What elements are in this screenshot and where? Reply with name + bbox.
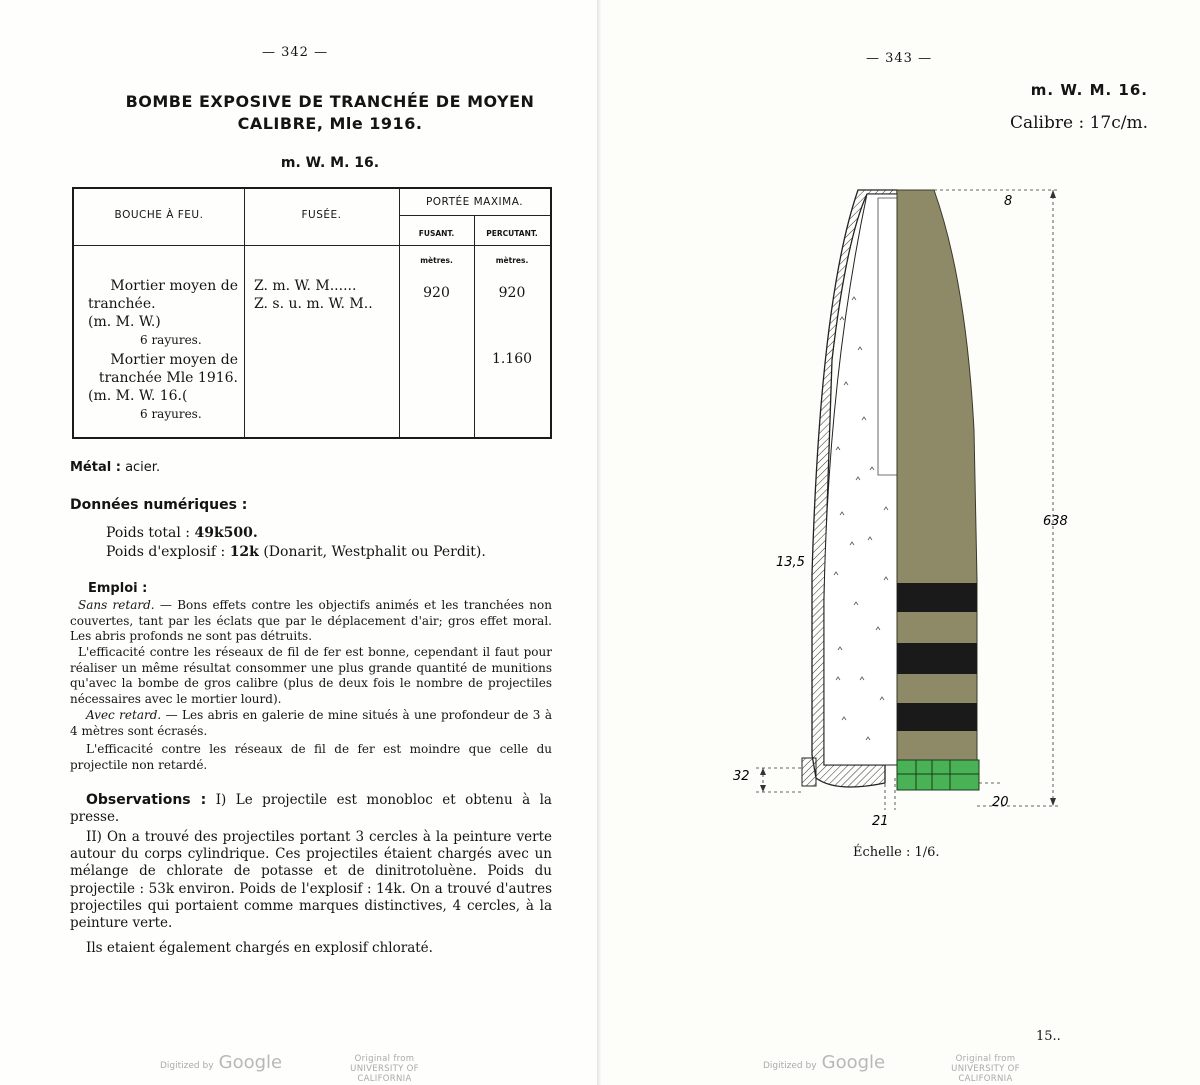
table-cell-line: Mortier moyen de [110,352,238,368]
observations-paragraph-3: Ils etaient également chargés en explosif chloraté. [86,940,433,956]
dim-base-height-label: 32 [733,769,750,784]
poids-explosif-value: 12k [229,544,259,560]
calibre-label: Calibre : 17c/m. [1009,113,1148,133]
table-divider [244,189,245,437]
column-header-bouche: BOUCHE À FEU. [114,209,204,221]
fuze-cavity [878,198,897,475]
page-number-left: — 342 — [262,45,329,60]
table-cell-line: tranchée Mle 1916. [98,370,238,386]
document-title-line1: BOMBE EXPOSIVE DE TRANCHÉE DE MOYEN [125,92,535,111]
column-header-portee: PORTÉE MAXIMA. [425,196,524,208]
table-cell-line: tranchée. [88,296,156,312]
dim-band-label: 20 [992,795,1009,810]
dim-base-label: 21 [872,814,889,829]
table-row-1-fusant: 920 [423,285,450,301]
left-page [0,0,598,1085]
dim-length-label: 638 [1043,514,1068,529]
metal-label: Métal : [70,460,121,475]
table-subheader-rule [399,215,550,216]
table-cell-line: Z. m. W. M...... [254,278,357,294]
dim-wall-label: 13,5 [776,555,805,570]
google-watermark-left [160,1052,282,1073]
original-from-text: Original from [354,1054,415,1064]
table-row-1-bouche [88,277,238,349]
digitized-by-text: Digitized by [763,1061,817,1071]
shell-exterior-half [897,190,977,790]
table-cell-line: 6 rayures. [140,407,202,421]
google-watermark-right [763,1052,885,1073]
table-cell-line: Z. s. u. m. W. M.. [254,296,373,312]
signature-mark: 15.. [1036,1029,1061,1044]
digitized-by-text: Digitized by [160,1061,214,1071]
table-cell-line: (m. M. W. 16.( [88,388,188,404]
university-text: UNIVERSITY OF CALIFORNIA [951,1064,1020,1084]
google-logo-text: Google [218,1052,283,1073]
university-text: UNIVERSITY OF CALIFORNIA [350,1064,419,1084]
metal-line [70,459,160,477]
sans-retard-label: Sans retard. [78,598,155,612]
dark-band-2 [897,643,977,674]
dark-band-1 [897,583,977,612]
table-row-2-percutant: 1.160 [491,351,533,367]
table-cell-line: Mortier moyen de [110,278,238,294]
poids-total-value: 49k500. [194,525,258,541]
poids-total-label: Poids total : [106,525,191,541]
sans-retard-paragraph [70,598,552,645]
observations-heading: Observations : [86,792,207,808]
original-from-right [923,1054,1048,1084]
table-row-1-fusee [254,277,399,313]
table-cell-line: 6 rayures. [140,333,202,347]
table-row-1-percutant: 920 [498,285,526,301]
unit-percutant: mètres. [495,256,529,265]
page-number-right: — 343 — [866,51,933,66]
google-logo-text: Google [821,1052,886,1073]
avec-retard-text: — Les abris en galerie de mine situés à une profondeur de 3 à 4 mètres sont écrasés. [70,708,552,738]
poids-explosif-line [106,544,486,562]
poids-explosif-note: (Donarit, Westphalit ou Perdit). [263,544,486,560]
poids-total-line [106,525,258,543]
poids-explosif-label: Poids d'explosif : [106,544,226,560]
right-title: m. W. M. 16. [1030,81,1148,99]
shell-drawing [733,180,1100,840]
table-divider [399,189,400,437]
observations-paragraph-2: II) On a trouvé des projectiles portant 3 cercles à la peinture verte autour du corps cylindrique. Ces projectiles étaient chargés avec un mélange de chlorate de potasse et de dinitrotoluène. Poids du projectile : 53k environ. Poids de l'explosif : 14k. On a trouvé d'autres projectiles qui portaient comme marques distinctives, 4 cercles, à la peinture verte. [70,829,552,932]
column-header-percutant: PERCUTANT. [486,229,538,238]
original-from-left [322,1054,447,1084]
emploi-heading: Emploi : [88,581,148,596]
shell-base-block [802,758,816,786]
dim-top-label: 8 [1004,194,1013,209]
sans-retard-text: — Bons effets contre les objectifs animés et les tranchées non couvertes, tant par les éclats que par le déplacement d'air; gros effet moral. Les abris profonds ne sont pas détruits. [70,598,552,643]
original-from-text: Original from [955,1054,1016,1064]
document-title-line2: CALIBRE, Mle 1916. [237,114,423,133]
avec-retard-label: Avec retard. [86,708,162,722]
table-cell-line: (m. M. W.) [88,314,161,330]
table-header-rule [74,245,550,246]
donnees-heading: Données numériques : [70,497,248,513]
table-divider [474,215,475,437]
document-subtitle: m. W. M. 16. [280,155,380,171]
observations-1-text: I) Le projectile est monobloc et obtenu à la presse. [70,792,552,825]
dark-band-3 [897,703,977,731]
avec-retard-paragraph [70,708,552,739]
scale-label: Échelle : 1/6. [853,845,940,860]
observations-paragraph-1 [70,792,552,826]
unit-fusant: mètres. [420,256,453,265]
column-header-fusant: FUSANT. [418,229,455,238]
range-table [72,187,552,439]
efficacite2-paragraph: L'efficacité contre les réseaux de fil de fer est moindre que celle du projectile non retardé. [70,742,552,772]
column-header-fusee: FUSÉE. [301,209,342,221]
table-row-2-bouche [88,351,238,423]
green-driving-band [897,760,979,790]
metal-value: acier. [125,460,161,475]
efficacite-paragraph: L'efficacité contre les réseaux de fil de fer est bonne, cependant il faut pour réaliser un même résultat consommer une plus grande quantité de munitions qu'avec la bombe de gros calibre (plus de deux fois le nombre de projectiles nécessaires avec le mortier lourd). [70,645,552,706]
